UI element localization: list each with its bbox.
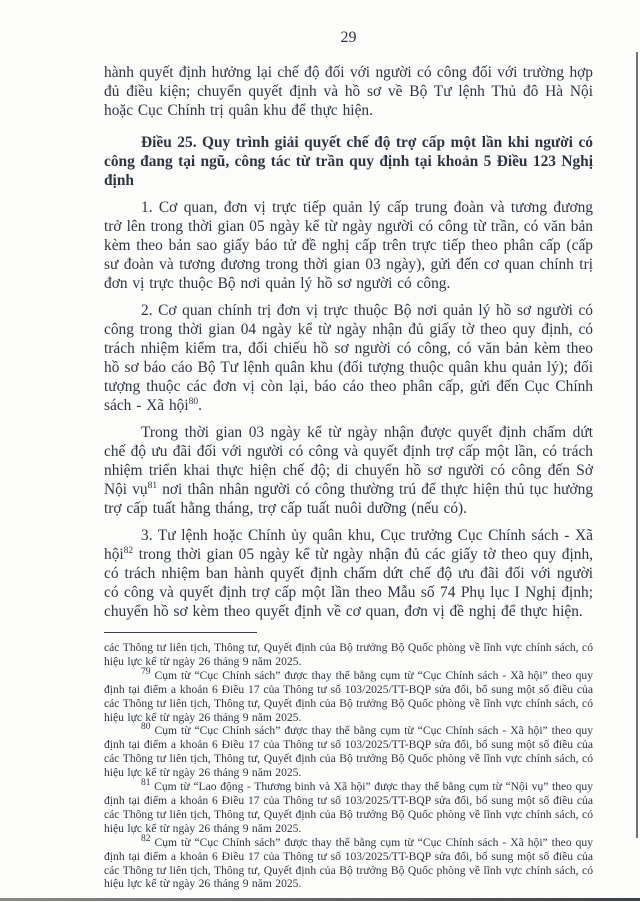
- body-paragraph: Trong thời gian 03 ngày kể từ ngày nhận được quyết định chấm dứt chế độ ưu đãi đối với người có công và quyết định trợ cấp một lần, có trách nhiệm triển khai thực hiện chế độ; di chuyển hồ sơ người có công đến Sở Nội vụ$^{81}$ nơi thân nhân người có công thường trú để thực hiện thủ tục hưởng trợ cấp tuất hằng tháng, trợ cấp tuất nuôi dưỡng (nếu có).: [104, 424, 594, 517]
- scan-edge-right: [636, 52, 638, 838]
- body-paragraph: hành quyết định hưởng lại chế độ đối với người có công đối với trường hợp đủ điều kiện; chuyển quyết định và hồ sơ về Bộ Tư lệnh Thủ đô Hà Nội hoặc Cục Chính trị quân khu để thực hiện.: [104, 64, 593, 119]
- footnotes-section: [104, 641, 593, 891]
- footnote-marker: 79: [141, 666, 151, 677]
- scan-edge-bottom: [0, 898, 640, 901]
- footnote-continuation: các Thông tư liên tịch, Thông tư, Quyết định của Bộ trưởng Bộ Quốc phòng về lĩnh vực chính sách, có hiệu lực kể từ ngày 26 tháng 9 năm 2025.: [104, 641, 593, 668]
- footnote-separator: [104, 632, 257, 633]
- footnote-marker: 82: [141, 833, 151, 844]
- footnote-ref: 82: [123, 545, 134, 556]
- footnote: $^{81}$ Cụm từ “Lao động - Thương binh và Xã hội” được thay thế bằng cụm từ “Nội vụ” theo quy định tại điểm a khoản 6 Điều 17 của Thông tư số 103/2025/TT-BQP sửa đổi, bổ sung một số điều của các Thông tư liên tịch, Thông tư, Quyết định của Bộ trưởng Bộ Quốc phòng về lĩnh vực chính sách, có hiệu lực kể từ ngày 26 tháng 9 năm 2025.: [104, 778, 593, 835]
- footnote: $^{80}$ Cụm từ “Cục Chính sách” được thay thế bằng cụm từ “Cục Chính sách - Xã hội” theo quy định tại điểm a khoản 6 Điều 17 của Thông tư số 103/2025/TT-BQP sửa đổi, bổ sung một số điều của các Thông tư liên tịch, Thông tư, Quyết định của Bộ trưởng Bộ Quốc phòng về lĩnh vực chính sách, có hiệu lực kể từ ngày 26 tháng 9 năm 2025.: [104, 722, 593, 780]
- footnote-marker: 81: [141, 778, 151, 789]
- document-body: [104, 63, 593, 621]
- page-number: 29: [340, 29, 357, 46]
- footnote: $^{82}$ Cụm từ “Cục Chính sách” được thay thế bằng cụm từ “Cục Chính sách - Xã hội” theo quy định tại điểm a khoản 6 Điều 17 của Thông tư số 103/2025/TT-BQP sửa đổi, bổ sung một số điều của các Thông tư liên tịch, Thông tư, Quyết định của Bộ trưởng Bộ Quốc phòng về lĩnh vực chính sách, có hiệu lực kể từ ngày 26 tháng 9 năm 2025.: [104, 833, 593, 891]
- footnote-ref: 81: [147, 480, 158, 491]
- body-paragraph: 2. Cơ quan chính trị đơn vị trực thuộc Bộ nơi quản lý hồ sơ người có công trong thời gian 04 ngày kể từ ngày nhận đủ giấy tờ theo quy định, có trách nhiệm kiểm tra, đối chiếu hồ sơ người có công, có văn bản kèm theo hồ sơ báo cáo Bộ Tư lệnh quân khu (đối tượng thuộc quân khu quản lý); đối tượng thuộc các đơn vị còn lại, báo cáo theo phân cấp, gửi đến Cục Chính sách - Xã hội$^{80}$.: [104, 302, 593, 414]
- footnote-marker: 80: [141, 722, 151, 733]
- footnote: $^{79}$ Cụm từ “Cục Chính sách” được thay thế bằng cụm từ “Cục Chính sách - Xã hội” theo quy định tại điểm a khoản 6 Điều 17 của Thông tư số 103/2025/TT-BQP sửa đổi, bổ sung một số điều của các Thông tư liên tịch, Thông tư, Quyết định của Bộ trưởng Bộ Quốc phòng về lĩnh vực chính sách, có hiệu lực kể từ ngày 26 tháng 9 năm 2025.: [104, 666, 593, 724]
- footnote-ref: 80: [188, 396, 199, 407]
- body-paragraph: 1. Cơ quan, đơn vị trực tiếp quản lý cấp trung đoàn và tương đương trở lên trong thời gian 05 ngày kể từ ngày người có công từ trần, có văn bản kèm theo bản sao giấy báo tử đề nghị cấp trên trực tiếp theo phân cấp (cấp sư đoàn và tương đương trong thời gian 03 ngày), gửi đến cơ quan chính trị đơn vị trực thuộc Bộ nơi quản lý hồ sơ người có công.: [104, 199, 593, 292]
- body-paragraph: 3. Tư lệnh hoặc Chính ủy quân khu, Cục trưởng Cục Chính sách - Xã hội$^{82}$ trong thời gian 05 ngày kể từ ngày nhận đủ các giấy tờ theo quy định, có trách nhiệm ban hành quyết định chấm dứt chế độ ưu đãi đối với người có công và quyết định trợ cấp một lần theo Mẫu số 74 Phụ lục I Nghị định; chuyển hồ sơ kèm theo quyết định về cơ quan, đơn vị đề nghị để thực hiện.: [104, 527, 593, 620]
- article-heading: Điều 25. Quy trình giải quyết chế độ trợ cấp một lần khi người có công đang tại ngũ, công tác từ trần quy định tại khoản 5 Điều 123 Nghị định: [104, 134, 593, 189]
- page-content: [104, 28, 593, 891]
